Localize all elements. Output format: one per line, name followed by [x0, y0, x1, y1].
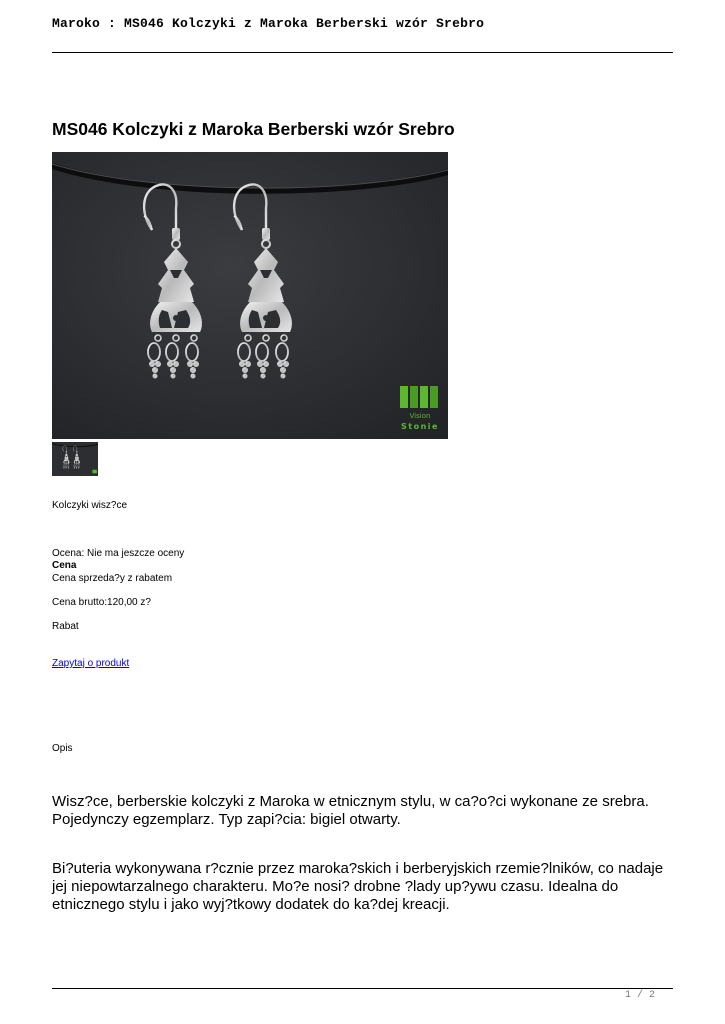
description-heading: Opis [52, 743, 73, 754]
page-number: 1 / 2 [624, 990, 655, 1001]
product-main-image [52, 152, 448, 439]
short-description: Kolczyki wisz?ce [52, 500, 128, 511]
rating-text: Ocena: Nie ma jeszcze oceny [52, 548, 185, 559]
sale-price-label: Cena sprzeda?y z rabatem [52, 573, 173, 584]
logo-text-line2: Stonie [401, 422, 439, 431]
discount-label: Rabat [52, 621, 79, 632]
price-heading: Cena [52, 560, 77, 571]
footer-divider [52, 988, 673, 989]
logo-text-line1: Vision [409, 412, 431, 420]
header-divider [52, 52, 673, 53]
description-paragraph: Bi?uteria wykonywana r?cznie przez maroka?skich i berberyjskich rzemie?lników, co nadaje jej niepowtarzalnego charakteru. Mo?e nosi? drobne ?lady up?ywu czasu. Idealna do etnicznego stylu i jako wyj?tkowy dodatek do ka?dej kreacji. [52, 860, 664, 913]
product-title: MS046 Kolczyki z Maroka Berberski wzór Srebro [52, 119, 455, 139]
running-header-title: Maroko : MS046 Kolczyki z Maroka Berberski wzór Srebro [52, 16, 485, 31]
product-thumbnail[interactable] [52, 442, 98, 476]
description-paragraph: Wisz?ce, berberskie kolczyki z Maroka w etnicznym stylu, w ca?o?ci wykonane ze srebra. Pojedynczy egzemplarz. Typ zapi?cia: bigiel otwarty. [52, 793, 649, 828]
ask-about-product-link[interactable]: Zapytaj o produkt [52, 658, 130, 669]
gross-price: Cena brutto:120,00 z? [52, 597, 151, 608]
